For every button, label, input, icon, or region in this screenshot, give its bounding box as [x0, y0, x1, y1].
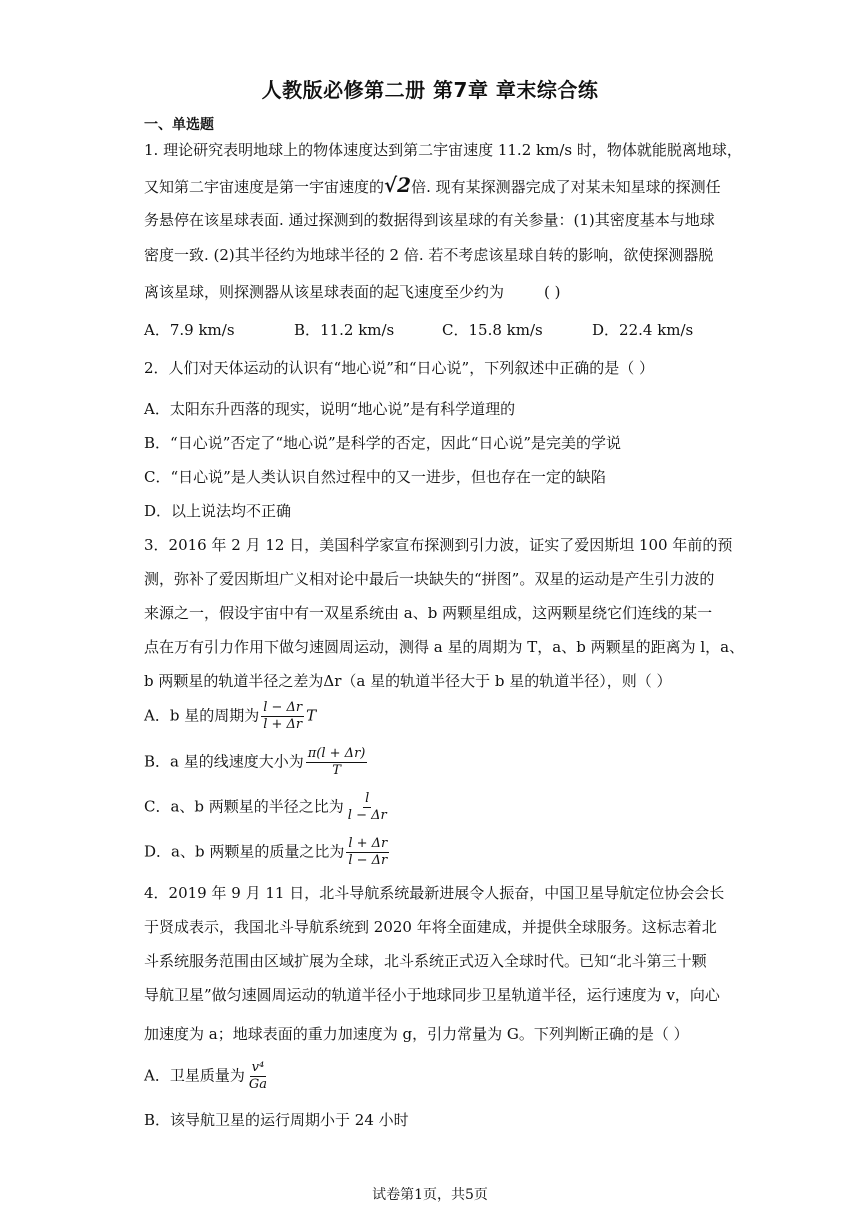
q3-line-2: 测，弥补了爱因斯坦广义相对论中最后一块缺失的“拼图”。双星的运动是产生引力波的 [144, 570, 715, 588]
q4-option-a: A．卫星质量为 $\frac{\text{v⁴}}{Ga}$ [144, 1060, 267, 1092]
q1-option-d: D．22.4 km/s [592, 321, 694, 339]
fraction: $\frac{\pi(l + \Delta r)}{T}$ [307, 746, 366, 778]
q1-option-b: B．11.2 km/s [294, 321, 395, 339]
q3-option-a: A．b 星的周期为 $\frac{l - \Delta r}{l + \Delta r}$ T [144, 700, 317, 732]
q3-option-c: C．a、b 两颗星的半径之比为 $\frac{l}{l - \Delta r}$ [144, 791, 387, 823]
q2-option-a: A．太阳东升西落的现实，说明“地心说”是有科学道理的 [144, 400, 516, 418]
q4-line-4: 导航卫星”做匀速圆周运动的轨道半径小于地球同步卫星轨道半径，运行速度为 v，向心 [144, 986, 720, 1004]
q1-option-c: C．15.8 km/s [442, 321, 543, 339]
fraction: $\frac{\text{v⁴}}{Ga}$ [248, 1060, 267, 1092]
q4-line-3: 斗系统服务范围由区域扩展为全球，北斗系统正式迈入全球时代。已知“北斗第三十颗 [144, 952, 707, 970]
section-label: 一、单选题 [144, 117, 214, 133]
q1-line-1: 1. 理论研究表明地球上的物体速度达到第二宇宙速度 11.2 km/s 时，物体就能脱离地球， [144, 141, 742, 159]
q2-stem: 2．人们对天体运动的认识有“地心说”和“日心说”，下列叙述中正确的是（ ） [144, 359, 654, 377]
q3-option-b: B．a 星的线速度大小为 $\frac{\pi(l + \Delta r)}{T}$ [144, 746, 366, 778]
fraction: $\frac{l}{l - \Delta r}$ [347, 791, 387, 823]
q2-option-c: C．“日心说”是人类认识自然过程中的又一进步，但也存在一定的缺陷 [144, 468, 606, 486]
q1-line-4: 密度一致. (2)其半径约为地球半径的 2 倍. 若不考虑该星球自转的影响，欲使探测器脱 [144, 246, 714, 264]
q3-line-3: 来源之一，假设宇宙中有一双星系统由 a、b 两颗星组成，这两颗星绕它们连线的某一 [144, 604, 713, 622]
sqrt2-symbol: √2 [384, 173, 412, 197]
q1-line-3: 务悬停在该星球表面. 通过探测到的数据得到该星球的有关参量：(1)其密度基本与地球 [144, 211, 715, 229]
fraction: $\frac{l + \Delta r}{l - \Delta r}$ [348, 836, 388, 868]
q1-line-2: 又知第二宇宙速度是第一宇宙速度的√2倍. 现有某探测器完成了对某未知星球的探测任 [144, 173, 721, 197]
q3-line-1: 3．2016 年 2 月 12 日，美国科学家宣布探测到引力波，证实了爱因斯坦 100 年前的预 [144, 536, 733, 554]
q2-option-d: D．以上说法均不正确 [144, 502, 292, 520]
page-title: 人教版必修第二册 第7章 章末综合练 [261, 78, 599, 102]
page-footer: 试卷第1页，共5页 [372, 1187, 488, 1203]
q3-line-4: 点在万有引力作用下做匀速圆周运动，测得 a 星的周期为 T，a、b 两颗星的距离为 l，a、 [144, 638, 745, 656]
q4-line-5: 加速度为 a；地球表面的重力加速度为 g，引力常量为 G。下列判断正确的是（ ） [144, 1025, 689, 1043]
q3-option-d: D．a、b 两颗星的质量之比为 $\frac{l + \Delta r}{l - \Delta r}$ [144, 836, 388, 868]
q4-line-2: 于贤成表示，我国北斗导航系统到 2020 年将全面建成，并提供全球服务。这标志着北 [144, 918, 717, 936]
fraction: $\frac{l - \Delta r}{l + \Delta r}$ [263, 700, 303, 732]
q2-option-b: B．“日心说”否定了“地心说”是科学的否定，因此“日心说”是完美的学说 [144, 434, 622, 452]
q4-line-1: 4．2019 年 9 月 11 日，北斗导航系统最新进展令人振奋，中国卫星导航定位协会会长 [144, 884, 725, 902]
q4-option-b: B．该导航卫星的运行周期小于 24 小时 [144, 1111, 409, 1129]
q3-line-5: b 两颗星的轨道半径之差为Δr（a 星的轨道半径大于 b 星的轨道半径），则（ ） [144, 672, 672, 690]
q1-option-a: A．7.9 km/s [144, 321, 235, 339]
q1-line-5: 离该星球，则探测器从该星球表面的起飞速度至少约为 ( ) [144, 283, 561, 301]
